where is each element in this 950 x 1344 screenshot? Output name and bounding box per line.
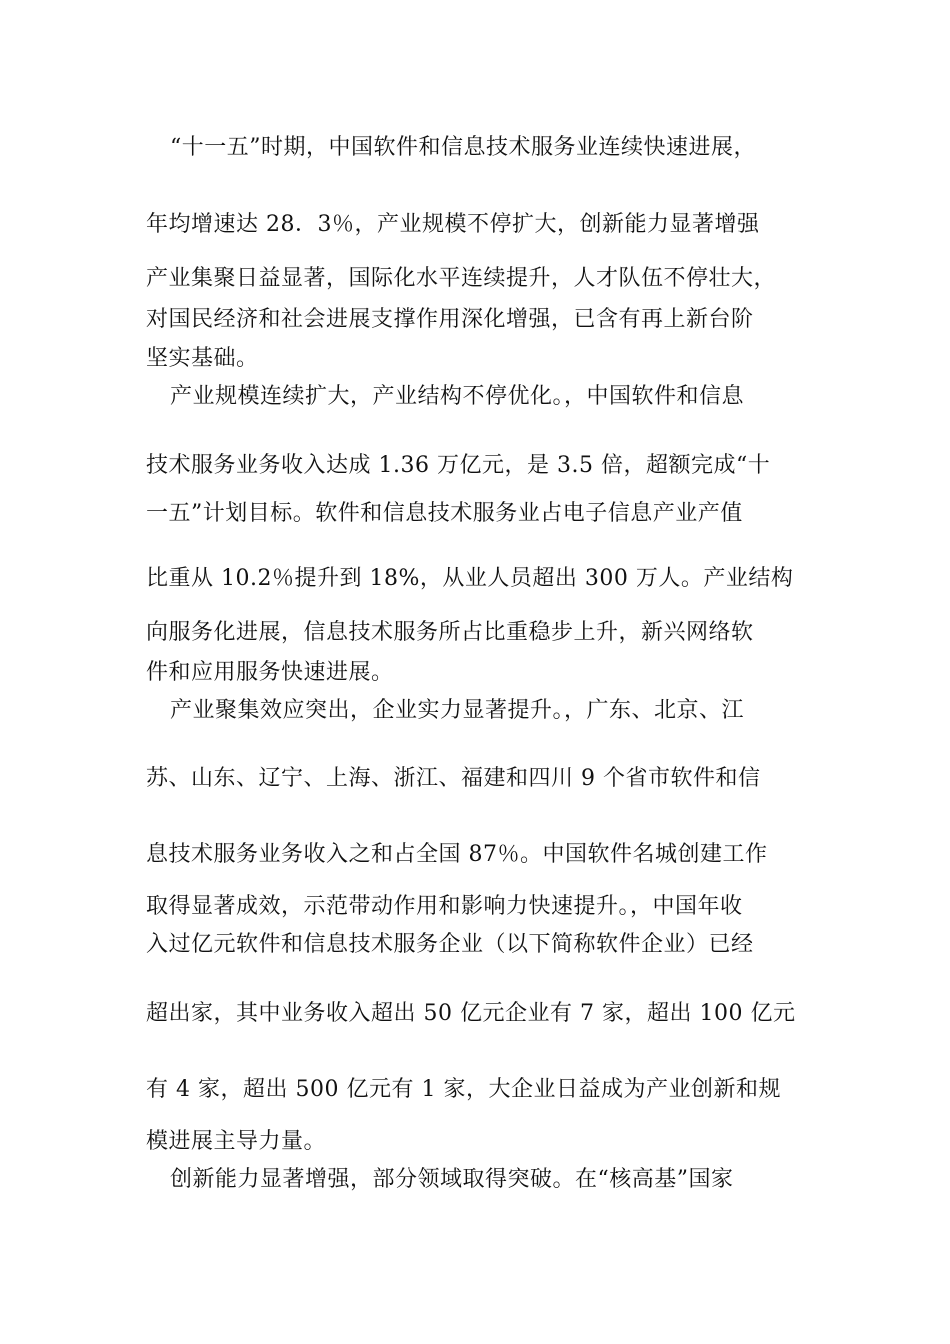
text-line-9: 比重从 10.2％提升到 18%，从业人员超出 300 万人。产业结构 <box>146 566 794 591</box>
text-line-11: 件和应用服务快速进展。 <box>146 660 394 685</box>
text-line-1: “十一五”时期，中国软件和信息技术服务业连续快速进展， <box>170 135 756 160</box>
text-line-12: 产业聚集效应突出，企业实力显著提升。，广东、北京、江 <box>170 698 745 723</box>
text-line-18: 有 4 家，超出 500 亿元有 1 家，大企业日益成为产业创新和规 <box>146 1077 781 1102</box>
text-line-15: 取得显著成效，示范带动作用和影响力快速提升。，中国年收 <box>146 894 743 919</box>
text-line-10: 向服务化进展，信息技术服务所占比重稳步上升，新兴网络软 <box>146 620 754 645</box>
text-line-6: 产业规模连续扩大，产业结构不停优化。，中国软件和信息 <box>170 384 745 409</box>
text-line-2: 年均增速达 28．3％，产业规模不停扩大，创新能力显著增强 <box>146 212 760 237</box>
text-line-7: 技术服务业务收入达成 1.36 万亿元，是 3.5 倍，超额完成“十 <box>146 453 771 478</box>
text-line-17: 超出家，其中业务收入超出 50 亿元企业有 7 家，超出 100 亿元 <box>146 1001 796 1026</box>
text-line-3: 产业集聚日益显著，国际化水平连续提升，人才队伍不停壮大， <box>146 266 777 291</box>
text-line-13: 苏、山东、辽宁、上海、浙江、福建和四川 9 个省市软件和信 <box>146 766 761 791</box>
text-line-20: 创新能力显著增强，部分领域取得突破。在“核高基”国家 <box>170 1167 734 1192</box>
text-line-16: 入过亿元软件和信息技术服务企业（以下简称软件企业）已经 <box>146 932 754 957</box>
text-line-8: 一五”计划目标。软件和信息技术服务业占电子信息产业产值 <box>146 501 743 526</box>
text-line-14: 息技术服务业务收入之和占全国 87％。中国软件名城创建工作 <box>146 842 768 867</box>
text-line-19: 模进展主导力量。 <box>146 1129 327 1154</box>
text-line-5: 坚实基础。 <box>146 346 259 371</box>
text-line-4: 对国民经济和社会进展支撑作用深化增强，已含有再上新台阶 <box>146 307 754 332</box>
